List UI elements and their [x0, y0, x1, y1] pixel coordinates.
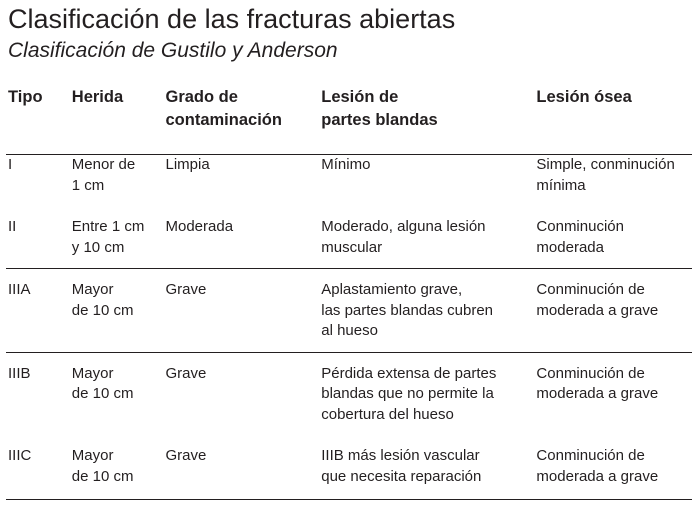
cell-grado: Grave — [166, 435, 322, 500]
cell-herida: Mayor de 10 cm — [72, 435, 166, 500]
cell-grado: Limpia — [166, 155, 322, 207]
cell-partes-blandas: Moderado, alguna lesión muscular — [321, 218, 486, 256]
table-body — [6, 155, 692, 500]
cell-lesion-osea: Simple, conminución mínima — [536, 155, 692, 207]
cell-grado: Grave — [166, 352, 322, 435]
header-lesion-partes-blandas: Lesión de partes blandas — [321, 88, 438, 129]
cell-lesion-osea: Conminución moderada — [536, 218, 624, 256]
cell-partes-blandas: Aplastamiento grave, las partes blandas cubren al hueso — [321, 269, 536, 353]
cell-grado: Moderada — [165, 218, 234, 235]
header-row — [6, 86, 692, 155]
cell-lesion-osea: Conminución de moderada a grave — [536, 269, 692, 353]
table-header — [6, 86, 692, 155]
cell-lesion-osea: Conminución de moderada a grave — [536, 352, 692, 435]
header-tipo: Tipo — [8, 88, 43, 106]
cell-herida: Mayor de 10 cm — [72, 269, 166, 353]
table-row — [6, 206, 692, 269]
cell-grado: Grave — [166, 269, 322, 353]
page-subtitle: Clasificación de Gustilo y Anderson — [8, 39, 338, 62]
header-lesion-osea: Lesión ósea — [536, 88, 632, 106]
page-title: Clasificación de las fracturas abiertas — [8, 4, 456, 34]
header-herida: Herida — [71, 88, 124, 106]
table-row — [6, 155, 692, 207]
cell-herida: Entre 1 cm y 10 cm — [71, 218, 145, 256]
cell-partes-blandas: IIIB más lesión vascular que necesita reparación — [321, 435, 536, 500]
cell-tipo: II — [8, 218, 17, 235]
table-row — [6, 435, 692, 500]
cell-herida: Mayor de 10 cm — [72, 352, 166, 435]
table-row — [6, 269, 692, 353]
cell-herida: Menor de 1 cm — [72, 155, 166, 207]
cell-tipo: IIIC — [6, 435, 72, 500]
cell-partes-blandas: Pérdida extensa de partes blandas que no permite la cobertura del hueso — [321, 352, 536, 435]
cell-partes-blandas: Mínimo — [321, 155, 536, 207]
header-grado-contaminacion: Grado de contaminación — [165, 88, 282, 129]
cell-tipo: IIIB — [6, 352, 72, 435]
classification-table — [6, 86, 692, 500]
cell-tipo: I — [6, 155, 72, 207]
table-row — [6, 352, 692, 435]
cell-tipo: IIIA — [6, 269, 72, 353]
cell-lesion-osea: Conminución de moderada a grave — [536, 435, 692, 500]
